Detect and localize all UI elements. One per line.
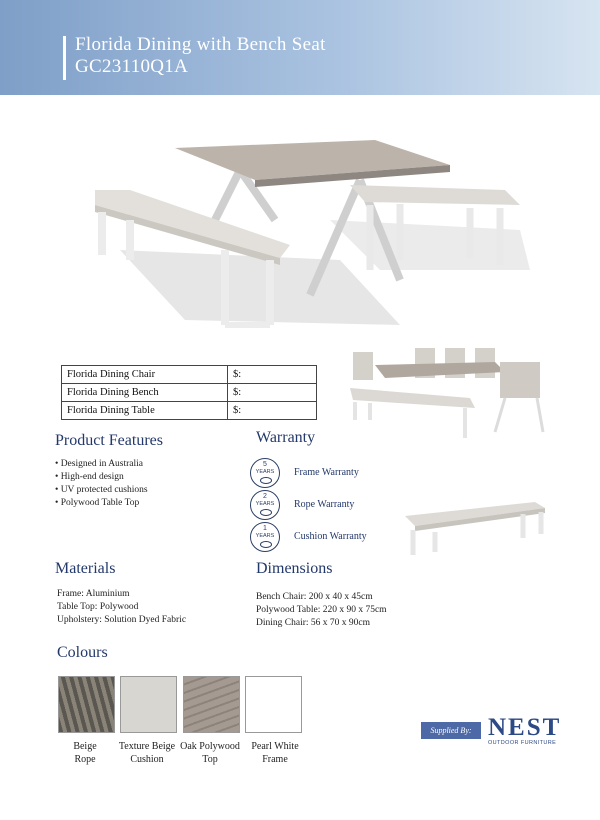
badge-decoration [260, 509, 272, 516]
nest-logo-tagline: OUTDOOR FURNITURE [488, 740, 557, 746]
price-table [61, 365, 317, 420]
title-line-2: GC23110Q1A [75, 56, 189, 77]
swatch-label-line1: Texture Beige [118, 741, 176, 752]
warranty-label: Rope Warranty [294, 499, 355, 510]
badge-decoration [260, 541, 272, 548]
dimensions-heading: Dimensions [256, 560, 333, 577]
warranty-item [250, 458, 450, 490]
back-bench-cushion [350, 185, 520, 205]
supplied-by-label: Supplied By: [421, 722, 481, 739]
features-list [55, 458, 148, 510]
swatch-label-line2: Rope [74, 754, 96, 765]
list-item: Upholstery: Solution Dyed Fabric [57, 615, 187, 625]
nest-logo: NEST [488, 714, 562, 741]
armchair-legs [495, 398, 543, 432]
colours-heading: Colours [57, 644, 108, 661]
warranty-years-unit: YEARS [255, 501, 275, 507]
swatch-label [50, 740, 120, 766]
list-item: Frame: Aluminium [57, 589, 130, 599]
chair-back [353, 352, 373, 380]
swatch-pearl-white [245, 676, 302, 733]
warranty-badge-icon [250, 490, 280, 520]
list-item: Dining Chair: 56 x 70 x 90cm [256, 618, 370, 628]
swatch-texture-beige [120, 676, 177, 733]
armchair [500, 362, 540, 398]
price-item-label: Florida Dining Table [62, 402, 228, 420]
warranty-years: 5 [263, 461, 267, 468]
materials-list [57, 588, 186, 627]
warranty-badge-icon [250, 458, 280, 488]
swatch-label-line2: Top [202, 754, 218, 765]
price-item-label: Florida Dining Bench [62, 384, 228, 402]
swatch-label-line2: Frame [262, 754, 288, 765]
swatch-beige-rope [58, 676, 115, 733]
warranty-years-unit: YEARS [255, 469, 275, 475]
warranty-years: 1 [263, 525, 267, 532]
price-value: $: [228, 384, 317, 402]
warranty-badge-icon [250, 522, 280, 552]
page-title [75, 34, 326, 78]
warranty-years-unit: YEARS [255, 533, 275, 539]
badge-decoration [260, 477, 272, 484]
swatch-label-line1: Oak Polywood [180, 741, 240, 752]
table-row [62, 366, 317, 384]
list-item: • UV protected cushions [55, 485, 148, 495]
materials-heading: Materials [55, 560, 116, 577]
title-line-1: Florida Dining with Bench Seat [75, 34, 326, 55]
price-item-label: Florida Dining Chair [62, 366, 228, 384]
features-heading: Product Features [55, 432, 163, 449]
header-banner [0, 0, 600, 95]
dimensions-list [256, 591, 387, 630]
table-row [62, 402, 317, 420]
warranty-heading: Warranty [256, 429, 316, 446]
warranty-years: 2 [263, 493, 267, 500]
warranty-label: Frame Warranty [294, 467, 359, 478]
swatch-label-line1: Beige [73, 741, 97, 752]
price-value: $: [228, 402, 317, 420]
warranty-item [250, 490, 450, 522]
swatch-label [240, 740, 310, 766]
swatch-label [112, 740, 182, 766]
list-item: • Designed in Australia [55, 459, 144, 469]
price-value: $: [228, 366, 317, 384]
list-item: • High-end design [55, 472, 124, 482]
swatch-label-line2: Cushion [130, 754, 164, 765]
list-item: Polywood Table: 220 x 90 x 75cm [256, 605, 387, 615]
swatch-oak-polywood [183, 676, 240, 733]
warranty-item [250, 522, 450, 554]
list-item: Bench Chair: 200 x 40 x 45cm [256, 592, 373, 602]
bench-frame [355, 402, 465, 438]
swatch-label [175, 740, 245, 766]
list-item: Table Top: Polywood [57, 602, 139, 612]
shadow [120, 250, 400, 325]
table-row [62, 384, 317, 402]
hero-product-image [90, 120, 530, 335]
title-accent-bar [63, 36, 66, 80]
warranty-label: Cushion Warranty [294, 531, 367, 542]
dining-set-image [345, 340, 555, 440]
list-item: • Polywood Table Top [55, 498, 140, 508]
swatch-label-line1: Pearl White [251, 741, 299, 752]
